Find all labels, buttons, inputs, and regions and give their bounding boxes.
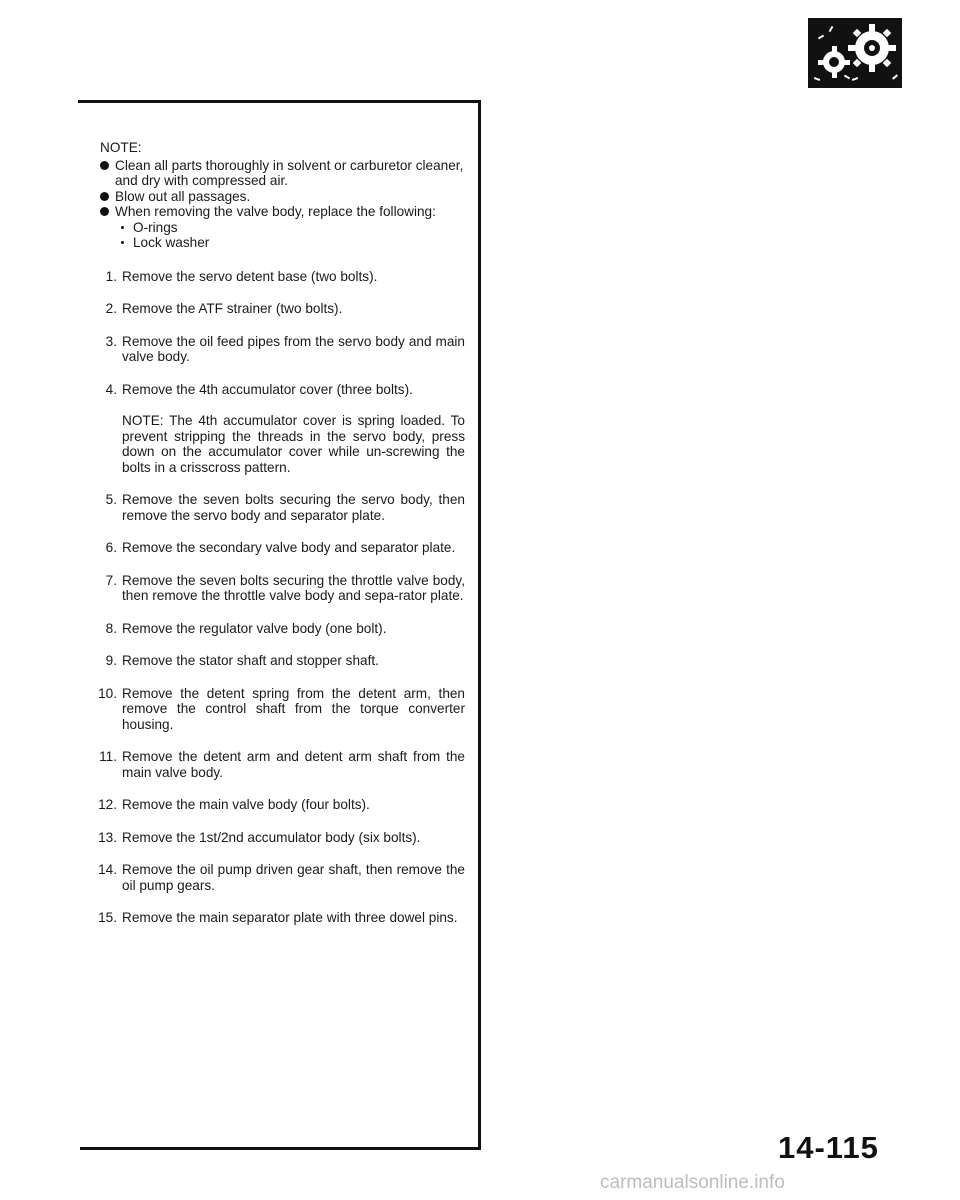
step-text: Remove the main valve body (four bolts).: [122, 797, 370, 812]
page-number: 14-115: [778, 1130, 879, 1165]
step-number: 14.: [98, 862, 117, 877]
step-text: Remove the seven bolts securing the throttle valve body, then remove the throttle valve body and sepa-rator plate.: [122, 572, 465, 603]
note-bullet: When removing the valve body, replace the following: O-rings Lock washer: [100, 204, 465, 251]
step-number: 7.: [105, 572, 117, 588]
procedure-content: [100, 140, 465, 943]
step-text: Remove the ATF strainer (two bolts).: [122, 301, 343, 316]
step-item: [100, 301, 465, 317]
small-bullet-icon: [121, 226, 124, 229]
step-text: Remove the servo detent base (two bolts).: [122, 268, 378, 284]
step-item: [100, 382, 465, 476]
step-text: Remove the seven bolts securing the servo body, then remove the servo body and separator plate.: [122, 492, 465, 523]
step-number: 2.: [105, 301, 117, 316]
step-number: 1.: [105, 268, 117, 284]
note-title: NOTE:: [100, 140, 142, 155]
note-bullet: Clean all parts thoroughly in solvent or carburetor cleaner, and dry with compressed air.: [100, 158, 465, 189]
right-rule: [478, 100, 481, 1150]
bullet-dot-icon: [100, 207, 109, 216]
note-bullet-list: [100, 158, 465, 251]
step-item: [100, 269, 465, 285]
step-text: Remove the oil pump driven gear shaft, then remove the oil pump gears.: [122, 862, 465, 893]
step-number: 3.: [105, 333, 117, 349]
note-bullet: Blow out all passages.: [100, 189, 465, 205]
bottom-rule: [80, 1147, 481, 1150]
step-item: [100, 797, 465, 813]
step-text: Remove the oil feed pipes from the servo body and main valve body.: [122, 333, 465, 364]
step-text: Remove the 1st/2nd accumulator body (six bolts).: [122, 829, 421, 845]
step-text: Remove the 4th accumulator cover (three bolts).: [122, 381, 413, 397]
bullet-dot-icon: [100, 161, 109, 170]
step-item: [100, 862, 465, 893]
step-item: [100, 830, 465, 846]
step-text: Remove the detent arm and detent arm shaft from the main valve body.: [122, 749, 465, 780]
step-item: [100, 492, 465, 523]
gears-logo-icon: [808, 18, 902, 88]
top-rule: [78, 100, 480, 103]
watermark-text: carmanualsonline.info: [600, 1172, 785, 1193]
step-number: 8.: [105, 620, 117, 636]
step-item: [100, 653, 465, 669]
steps-list: [100, 269, 465, 926]
small-bullet-icon: [121, 241, 124, 244]
step-item: [100, 910, 465, 926]
step-item: [100, 334, 465, 365]
step-item: [100, 540, 465, 556]
replace-item: O-rings: [121, 220, 465, 236]
step-text: Remove the regulator valve body (one bolt).: [122, 620, 387, 636]
step-number: 5.: [105, 492, 117, 507]
step-number: 4.: [105, 381, 117, 397]
bullet-dot-icon: [100, 192, 109, 201]
step-text: Remove the stator shaft and stopper shaft.: [122, 653, 379, 668]
step-number: 13.: [98, 829, 117, 845]
step-number: 10.: [98, 685, 117, 701]
replace-items-list: [115, 220, 465, 251]
step-item: [100, 686, 465, 733]
step-number: 11.: [99, 749, 117, 764]
step-number: 9.: [105, 653, 117, 668]
step-text: Remove the secondary valve body and separator plate.: [122, 540, 456, 555]
step-item: [100, 621, 465, 637]
step-item: [100, 573, 465, 604]
step-note: NOTE: The 4th accumulator cover is spring loaded. To prevent stripping the threads in the servo body, press down on the accumulator cover while un-screwing the bolts in a crisscross pattern.: [122, 413, 465, 475]
step-number: 12.: [98, 797, 117, 812]
step-number: 15.: [98, 910, 117, 925]
step-text: Remove the detent spring from the detent arm, then remove the control shaft from the torque converter housing.: [122, 685, 465, 732]
step-number: 6.: [105, 540, 117, 555]
step-item: [100, 749, 465, 780]
replace-item: Lock washer: [121, 235, 465, 251]
step-text: Remove the main separator plate with three dowel pins.: [122, 910, 458, 925]
